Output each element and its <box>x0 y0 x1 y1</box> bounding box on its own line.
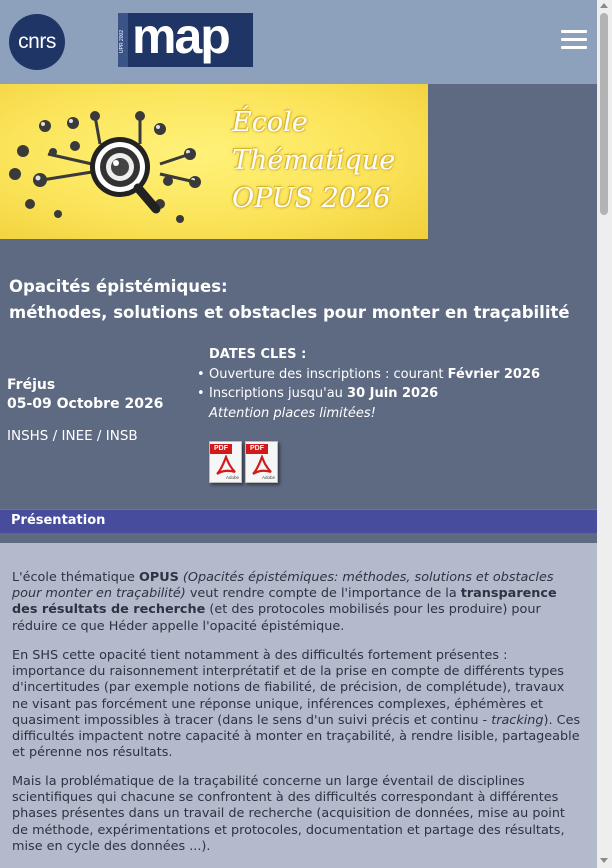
magnifier-dots-graphic <box>0 84 230 239</box>
presentation-paragraph: Mais la problématique de la traçabilité concerne un large éventail de disciplines scientifiques qui chacune se confrontent à des difficultés correspondant à différentes phases présentes dans un travail de recherche (acquisition de données, mise au point de méthode, expérimentations et protocoles, documentation et partage des résultats, mise en cycle des données ...). <box>12 774 565 854</box>
vertical-scrollbar[interactable] <box>597 0 612 868</box>
presentation-paragraph: L'école thématique OPUS (Opacités épistémiques: méthodes, solutions et obstacles pour monter en traçabilité) veut rendre compte de l'importance de la transparence des résultats de recherche (et des protocoles mobilisés pour les produire) pour réduire ce que Héder appelle l'opacité épistémique. <box>12 570 557 634</box>
scroll-up-arrow-icon[interactable] <box>600 3 608 8</box>
pdf-download-icon[interactable]: PDF Adobe <box>245 441 278 483</box>
banner-title-line: OPUS 2026 <box>232 183 391 214</box>
map-logo[interactable] <box>118 8 253 67</box>
key-date-item: • Inscriptions jusqu'au 30 Juin 2026 <box>197 384 540 404</box>
presentation-content <box>0 543 597 868</box>
page-title-line2: méthodes, solutions et obstacles pour monter en traçabilité <box>9 303 570 322</box>
pdf-download-icon[interactable]: PDF Adobe <box>209 441 242 483</box>
hamburger-menu-icon[interactable] <box>561 30 587 52</box>
event-banner <box>0 84 428 239</box>
event-dates: 05-09 Octobre 2026 <box>7 396 164 412</box>
places-limited-note: Attention places limitées! <box>209 405 376 421</box>
pdf-downloads <box>209 441 278 483</box>
key-dates <box>209 345 540 423</box>
event-location: Fréjus <box>7 377 56 393</box>
cnrs-logo[interactable] <box>9 14 65 70</box>
section-header-presentation: Présentation <box>0 509 597 533</box>
event-institutes: INSHS / INEE / INSB <box>7 428 138 444</box>
map-logo-subtext: UPR 2002 <box>119 29 125 53</box>
page-title-line1: Opacités épistémiques: <box>9 277 228 296</box>
event-info <box>7 376 163 446</box>
key-dates-label: DATES CLES : <box>209 347 307 362</box>
banner-title <box>232 104 395 218</box>
banner-title-line: École <box>232 107 308 138</box>
cnrs-logo-text: cnrs <box>18 30 56 53</box>
site-header <box>0 0 597 84</box>
key-date-item: • Ouverture des inscriptions : courant Février 2026 <box>197 365 540 385</box>
presentation-paragraph: En SHS cette opacité tient notamment à des difficultés fortement présentes : importance du raisonnement interprétatif et de la prise en compte de différents types d'incertitudes (par exemple notions de fiabilité, de précision, de complétude), travaux ne visant pas forcément une réponse unique, inférences complexes, éphémères et quasiment impossibles à tracer (dans le sens d'un suivi précis et continu - tracking). Ces difficultés impactent notre capacité à monter en traçabilité, à rendre lisible, partageable et pérenne nos résultats. <box>12 648 581 761</box>
key-dates-list <box>197 365 540 404</box>
banner-title-line: Thématique <box>232 145 396 176</box>
scroll-down-arrow-icon[interactable] <box>600 858 608 863</box>
map-logo-text: map <box>132 8 229 64</box>
page-title <box>9 274 589 326</box>
scrollbar-thumb[interactable] <box>600 13 608 215</box>
